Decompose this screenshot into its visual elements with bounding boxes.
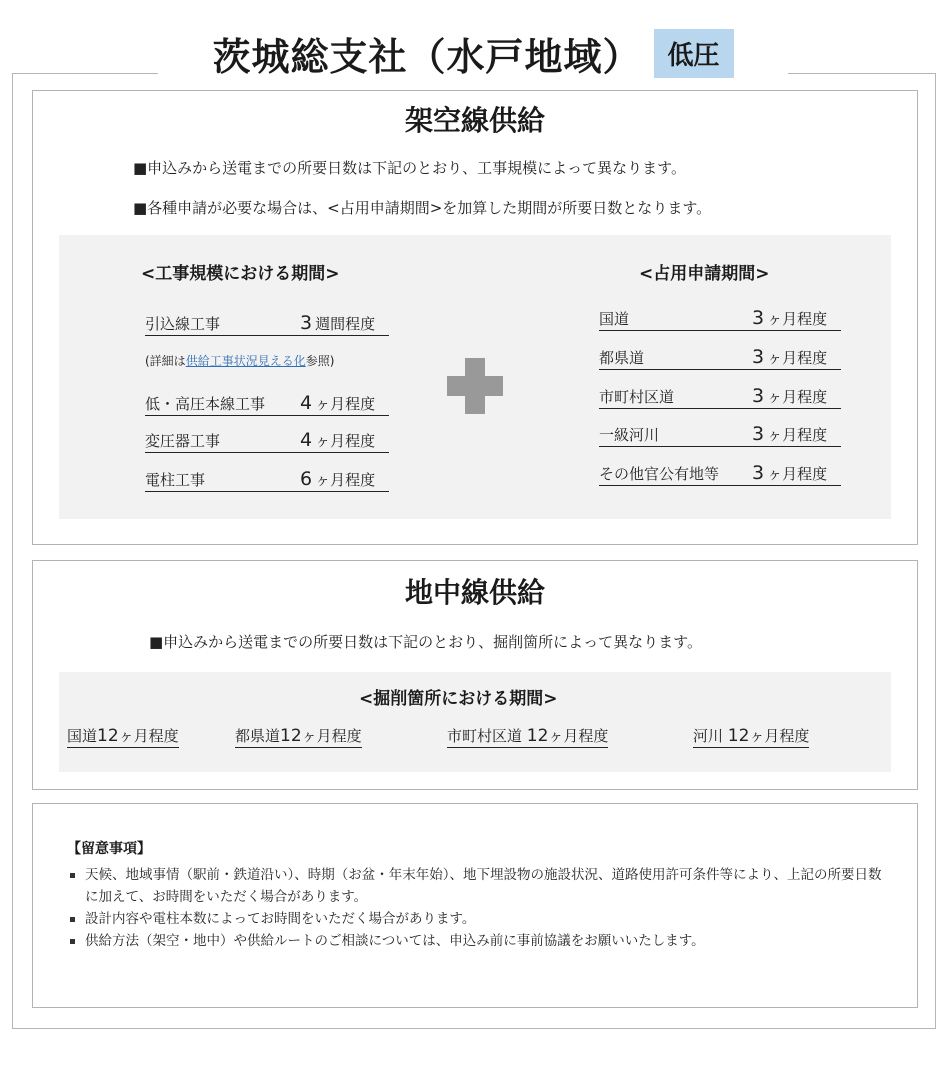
construction-row (145, 312, 389, 336)
excavation-item (235, 725, 362, 748)
overhead-note-1: ■申込みから送電までの所要日数は下記のとおり、工事規模によって異なります。 (133, 159, 686, 177)
overhead-supply-section (32, 90, 918, 545)
occupancy-label: 市町村区道 (599, 388, 675, 406)
construction-unit: ヶ月程度 (315, 395, 376, 413)
construction-unit: 週間程度 (315, 315, 376, 333)
construction-row (145, 429, 389, 453)
excavation-num: 12 (727, 726, 750, 746)
underground-note: ■申込みから送電までの所要日数は下記のとおり、掘削箇所によって異なります。 (149, 633, 702, 651)
underground-supply-section (32, 560, 918, 790)
occupancy-label: 都県道 (599, 349, 645, 367)
construction-row (145, 468, 389, 492)
occupancy-label: 一級河川 (599, 426, 660, 444)
occupancy-num: 3 (752, 462, 765, 484)
construction-unit: ヶ月程度 (315, 471, 376, 489)
excavation-period-heading: <掘削箇所における期間> (359, 689, 558, 709)
occupancy-unit: ヶ月程度 (767, 349, 828, 367)
occupancy-unit: ヶ月程度 (767, 388, 828, 406)
construction-num: 4 (300, 429, 313, 451)
remarks-title: 【留意事項】 (67, 841, 151, 857)
occupancy-unit: ヶ月程度 (767, 310, 828, 328)
occupancy-period-heading: <占用申請期間> (639, 264, 770, 284)
voltage-badge: 低圧 (654, 29, 734, 78)
excavation-label: 都県道 (235, 727, 281, 745)
occupancy-row (599, 462, 841, 486)
occupancy-num: 3 (752, 307, 765, 329)
excavation-unit: ヶ月程度 (301, 727, 362, 745)
excavation-unit: ヶ月程度 (749, 727, 810, 745)
overhead-period-panel (59, 235, 891, 519)
occupancy-row (599, 307, 841, 331)
underground-period-panel (59, 672, 891, 772)
excavation-item (693, 725, 809, 748)
remark-item: 供給方法（架空・地中）や供給ルートのご相談については、申込み前に事前協議をお願いいたします。 (69, 930, 889, 952)
excavation-item (67, 725, 179, 748)
construction-label: 引込線工事 (145, 315, 221, 333)
construction-num: 6 (300, 468, 313, 490)
excavation-label: 市町村区道 (447, 727, 527, 745)
overhead-title: 架空線供給 (404, 104, 545, 137)
detail-suffix: 参照) (305, 354, 335, 368)
detail-note (145, 352, 334, 369)
occupancy-num: 3 (752, 423, 765, 445)
construction-label: 変圧器工事 (145, 432, 221, 450)
excavation-unit: ヶ月程度 (548, 727, 609, 745)
occupancy-row (599, 346, 841, 370)
occupancy-num: 3 (752, 346, 765, 368)
excavation-num: 12 (526, 726, 549, 746)
underground-title: 地中線供給 (404, 576, 545, 609)
page-title: 茨城総支社（水戸地域） (212, 34, 642, 79)
page-header (158, 18, 788, 88)
excavation-unit: ヶ月程度 (118, 727, 179, 745)
excavation-label: 河川 (693, 727, 728, 745)
construction-num: 3 (300, 312, 313, 334)
detail-prefix: (詳細は (145, 354, 186, 368)
occupancy-unit: ヶ月程度 (767, 426, 828, 444)
remark-item: 天候、地域事情（駅前・鉄道沿い）、時期（お盆・年末年始）、地下埋設物の施設状況、道路使用許可条件等により、上記の所要日数に加えて、お時間をいただく場合があります。 (69, 864, 889, 908)
occupancy-row (599, 423, 841, 447)
excavation-num: 12 (97, 726, 119, 746)
visualization-link[interactable]: 供給工事状況見える化 (185, 354, 306, 368)
excavation-label: 国道 (67, 727, 98, 745)
remark-item: 設計内容や電柱本数によってお時間をいただく場合があります。 (69, 908, 889, 930)
occupancy-row (599, 385, 841, 409)
construction-row (145, 392, 389, 416)
occupancy-num: 3 (752, 385, 765, 407)
remarks-section (32, 803, 918, 1008)
excavation-num: 12 (280, 726, 302, 746)
construction-label: 電柱工事 (145, 471, 206, 489)
occupancy-label: その他官公有地等 (599, 465, 720, 483)
excavation-item (447, 725, 608, 748)
remarks-list (69, 864, 889, 952)
construction-unit: ヶ月程度 (315, 432, 376, 450)
occupancy-unit: ヶ月程度 (767, 465, 828, 483)
construction-period-heading: <工事規模における期間> (141, 264, 340, 284)
occupancy-label: 国道 (599, 310, 630, 328)
overhead-note-2: ■各種申請が必要な場合は、<占用申請期間>を加算した期間が所要日数となります。 (133, 199, 712, 217)
plus-icon (447, 358, 503, 414)
construction-num: 4 (300, 392, 313, 414)
construction-label: 低・高圧本線工事 (145, 395, 266, 413)
